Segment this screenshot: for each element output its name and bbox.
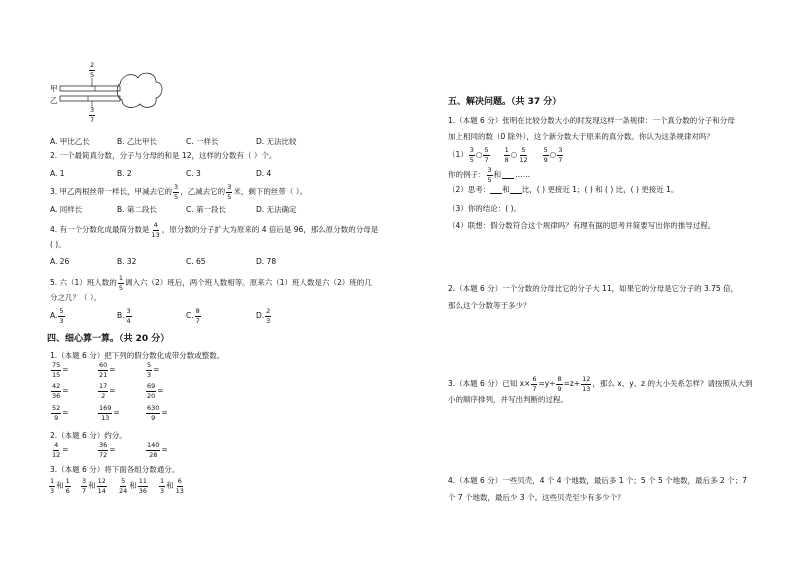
- q5-option-c[interactable]: [186, 308, 202, 324]
- q4-option-c[interactable]: C. 65: [186, 257, 206, 266]
- fraction: [98, 362, 108, 378]
- fig-option-a[interactable]: A. 甲比乙长: [50, 137, 90, 146]
- q2-option-a[interactable]: A. 1: [50, 169, 65, 178]
- equals-sign: =: [62, 365, 69, 375]
- question-4: [50, 222, 378, 238]
- s4-question-1: 1.（本题 6 分）把下列的假分数化成带分数或整数。: [50, 351, 225, 360]
- frac-num: 3: [227, 183, 232, 191]
- fraction: [65, 478, 71, 494]
- frac-den: 3: [266, 316, 271, 325]
- equals-sign: =: [109, 386, 116, 396]
- frac-den: 7: [532, 384, 537, 393]
- think-rest: 比，( ) 更接近 1；( ) 和 ( ) 比，( ) 更接近 1。: [521, 185, 679, 195]
- frac-den: 5: [469, 155, 474, 164]
- q3-option-d[interactable]: D. 无法确定: [256, 205, 297, 214]
- common-denominator-item: [117, 478, 149, 494]
- label-yi: 乙: [50, 96, 58, 105]
- section-5-title: 五、解决问题。（共 37 分）: [448, 97, 562, 107]
- frac-den: 5: [174, 192, 179, 201]
- frac-num: 3: [487, 166, 492, 174]
- r-q2-line-1: 2.（本题 6 分）一个分数的分母比它的分子大 11，如果它的分母是它分子的 3.75 倍，: [448, 284, 739, 293]
- frac-den: 6: [65, 486, 70, 495]
- q2-option-d[interactable]: D. 4: [256, 169, 272, 178]
- fraction: [51, 362, 61, 378]
- and-label: 和: [129, 481, 137, 491]
- q4-text-a: 4. 有一个分数化成最简分数是: [50, 225, 150, 235]
- compare-pair: [468, 147, 491, 163]
- q3-text-b: ，乙减去它的: [180, 187, 226, 197]
- reduce-item: [50, 442, 69, 458]
- fraction: [146, 383, 156, 399]
- equals-sign: =: [109, 445, 116, 455]
- think-label: （2）思考：: [448, 185, 491, 195]
- frac-num: 4: [54, 441, 59, 449]
- q5-text-b: 调入六（2）班后，两个班人数相等。原来六（1）班人数是六（2）班的几: [124, 278, 372, 288]
- frac-den: 20: [147, 391, 156, 400]
- frac-num: 11: [138, 477, 148, 485]
- q4-text-c: ( )。: [50, 240, 66, 249]
- frac-den: 12: [519, 155, 528, 164]
- q2-option-b[interactable]: B. 2: [117, 169, 132, 178]
- frac-den: 3: [59, 316, 64, 325]
- fraction: [175, 478, 185, 494]
- convert-item: [50, 383, 69, 399]
- frac-num: 140: [147, 441, 160, 449]
- frac-num: 8: [195, 307, 200, 315]
- q4-option-b[interactable]: B. 32: [117, 257, 137, 266]
- fraction: [98, 405, 112, 421]
- frac-num: 1: [160, 477, 165, 485]
- fig-option-b[interactable]: B. 乙比甲长: [117, 137, 157, 146]
- compare-pair: [503, 147, 530, 163]
- r-q2-line-2: 那么这个分数等于多少？: [448, 301, 531, 310]
- convert-item: [50, 405, 69, 421]
- option-letter: C.: [186, 311, 194, 321]
- frac-den: 7: [484, 155, 489, 164]
- frac-num: 630: [147, 404, 160, 412]
- frac-den: 7: [558, 155, 563, 164]
- frac-den: 5: [118, 283, 123, 292]
- frac-den: 28: [149, 450, 158, 459]
- label-jia: 甲: [50, 84, 58, 93]
- frac-den: 21: [99, 370, 108, 379]
- q4-fraction: [151, 222, 161, 238]
- compare-circle[interactable]: ○: [510, 150, 518, 160]
- frac-num: 5: [543, 146, 548, 154]
- compare-circle[interactable]: ○: [549, 150, 557, 160]
- frac-den: 3: [50, 486, 55, 495]
- r-q1-line-2: 加上相同的数（0 除外），这个新分数大于原来的真分数。你认为这条规律对吗？: [448, 132, 714, 141]
- frac-den: 13: [582, 384, 591, 393]
- fraction: [51, 405, 61, 421]
- frac-num: 52: [52, 404, 61, 412]
- frac-num: 12: [582, 375, 591, 383]
- fraction: [469, 147, 475, 163]
- option-letter: A.: [50, 311, 58, 321]
- equals-sign: =: [113, 408, 120, 418]
- ribbon-drawing: [50, 62, 165, 124]
- q5-fraction: [118, 275, 124, 291]
- frac-num: 6: [177, 477, 182, 485]
- frac-num: 3: [558, 146, 563, 154]
- common-denominator-item: [80, 478, 108, 494]
- frac-num: 1: [65, 477, 70, 485]
- example-ellipsis: ……: [515, 170, 531, 180]
- option-fraction: [195, 308, 201, 324]
- fraction: [146, 362, 152, 378]
- fraction: [146, 442, 160, 458]
- fraction: [146, 405, 160, 421]
- r-q3-line-1: [448, 376, 753, 392]
- q3-text-a: 3. 甲乙两根丝带一样长，甲减去它的: [50, 187, 173, 197]
- convert-item: [145, 405, 168, 421]
- frac-num: 169: [99, 404, 112, 412]
- q3-option-a[interactable]: A. 同样长: [50, 205, 83, 214]
- fraction: [97, 478, 107, 494]
- equals-sign: =: [62, 408, 69, 418]
- fraction: [49, 478, 55, 494]
- fraction: [138, 478, 148, 494]
- fig-option-c[interactable]: C. 一样长: [186, 137, 219, 146]
- r-q1-part-1: [448, 147, 576, 163]
- q3-fraction-2: [556, 376, 562, 392]
- equals-sign: =: [153, 365, 160, 375]
- frac-den: 5: [487, 175, 492, 184]
- frac-den: 3: [160, 486, 165, 495]
- frac-den: 7: [195, 316, 200, 325]
- convert-item: [50, 362, 69, 378]
- and-label: 和: [56, 481, 64, 491]
- fraction: [98, 442, 108, 458]
- q3-fraction-1: [173, 184, 179, 200]
- q5-option-d[interactable]: [256, 308, 272, 324]
- frac-den: 3: [147, 370, 152, 379]
- convert-item: [97, 383, 116, 399]
- frac-den: 9: [151, 413, 156, 422]
- example-fraction: [487, 167, 493, 183]
- frac-num: 5: [121, 477, 126, 485]
- q5-option-b[interactable]: [117, 308, 133, 324]
- frac-den: 72: [99, 450, 108, 459]
- q3-option-c[interactable]: C. 第一段长: [186, 205, 227, 214]
- frac-den: 12: [52, 450, 61, 459]
- frac-den: 2: [101, 391, 106, 400]
- r-q4-line-1: 4.（本题 6 分）一些贝壳，4 个 4 个地数，最后多 1 个；5 个 5 个地数，最后多 2 个；7: [448, 476, 747, 485]
- ribbon-figure: [50, 62, 165, 124]
- q5-text-a: 5. 六（1）班人数的: [50, 278, 117, 288]
- figure-bottom-fraction: [89, 107, 95, 123]
- frac-num: 3: [90, 106, 95, 114]
- q3-fraction-1: [531, 376, 537, 392]
- think-and: 和: [502, 185, 510, 195]
- compare-circle[interactable]: ○: [475, 150, 483, 160]
- r-q1-part-2: [448, 186, 678, 194]
- fraction: [51, 442, 61, 458]
- convert-item: [97, 405, 120, 421]
- q3-option-b[interactable]: B. 第二段长: [117, 205, 157, 214]
- frac-num: 3: [82, 477, 87, 485]
- frac-den: 13: [175, 486, 184, 495]
- q3-text-b: =y÷: [538, 379, 556, 389]
- common-denominator-item: [158, 478, 186, 494]
- convert-item: [97, 362, 116, 378]
- part-label: （1）: [448, 150, 468, 160]
- frac-num: 5: [147, 361, 152, 369]
- frac-den: 24: [119, 486, 128, 495]
- example-label: 你的例子：: [448, 170, 486, 180]
- option-letter: D.: [256, 311, 265, 321]
- r-q1-part-3: （3）你的结论：( )。: [448, 204, 522, 213]
- reduce-item: [97, 442, 116, 458]
- and-label: 和: [166, 481, 174, 491]
- frac-num: 6: [532, 375, 537, 383]
- frac-num: 12: [97, 477, 106, 485]
- frac-den: 8: [504, 155, 509, 164]
- frac-num: 3: [174, 183, 179, 191]
- example-blank: [502, 171, 514, 179]
- r-q1-part-4: （4）联想：假分数符合这个规律吗？有理有据的思考并简要写出你的推导过程。: [448, 221, 716, 230]
- frac-den: 15: [52, 370, 61, 379]
- frac-num: 75: [52, 361, 61, 369]
- frac-den: 14: [97, 486, 106, 495]
- comparison-list: [468, 147, 577, 163]
- q3-fraction-3: [581, 376, 591, 392]
- option-fraction: [265, 308, 271, 324]
- frac-num: 17: [99, 382, 108, 390]
- fraction: [118, 478, 128, 494]
- frac-den: 7: [90, 115, 95, 124]
- frac-den: 9: [557, 384, 562, 393]
- frac-num: 36: [99, 441, 108, 449]
- q3-text-c: =z+: [563, 379, 581, 389]
- frac-num: 1: [50, 477, 55, 485]
- frac-num: 1: [118, 274, 123, 282]
- q5-option-a[interactable]: [50, 308, 66, 324]
- q4-text-b: ，原分数的分子扩大为原来的 4 倍后是 96，那么原分数的分母是: [161, 225, 379, 235]
- frac-num: 8: [557, 375, 562, 383]
- blank[interactable]: [510, 186, 522, 194]
- frac-den: 4: [126, 316, 131, 325]
- fraction: [543, 147, 549, 163]
- fraction: [557, 147, 563, 163]
- frac-num: 5: [521, 146, 526, 154]
- frac-den: 9: [543, 155, 548, 164]
- q3-fraction-2: [226, 184, 232, 200]
- equals-sign: =: [109, 365, 116, 375]
- fraction: [98, 383, 108, 399]
- example-and: 和: [493, 170, 502, 180]
- frac-num: 5: [59, 307, 64, 315]
- frac-num: 60: [99, 361, 108, 369]
- r-q3-line-2: 小的顺序排列，并写出判断的过程。: [448, 395, 568, 404]
- question-5: [50, 275, 372, 291]
- frac-den: 36: [52, 391, 61, 400]
- equals-sign: =: [62, 386, 69, 396]
- frac-num: 3: [469, 146, 474, 154]
- fraction: [504, 147, 510, 163]
- q3-text-a: 3.（本题 6 分）已知 x×: [448, 379, 531, 389]
- compare-pair: [542, 147, 565, 163]
- reduce-item: [145, 442, 168, 458]
- frac-num: 3: [126, 307, 131, 315]
- s4-question-3: 3.（本题 6 分）将下面各组分数通分。: [50, 465, 180, 474]
- frac-num: 1: [504, 146, 509, 154]
- q3-text-c: 米，剩下的丝带（ ）。: [233, 187, 307, 197]
- r-q1-line-1: 1.（本题 6 分）张明在比较分数大小的时发现这样一条规律：一个真分数的分子和分母: [448, 116, 735, 125]
- s4-question-2: 2.（本题 6 分）约分。: [50, 431, 127, 440]
- question-3: [50, 184, 307, 200]
- equals-sign: =: [157, 386, 164, 396]
- q4-option-d[interactable]: D. 78: [256, 257, 277, 266]
- frac-den: 7: [82, 486, 87, 495]
- frac-den: 5: [90, 70, 95, 79]
- option-letter: B.: [117, 311, 125, 321]
- frac-den: 36: [138, 486, 148, 495]
- fraction: [81, 478, 87, 494]
- r-q1-example: [448, 167, 530, 183]
- equals-sign: =: [62, 445, 69, 455]
- frac-den: 9: [54, 413, 59, 422]
- q3-text-d: ，那么 x、y、z 的大小关系怎样？请按照从大到: [592, 379, 753, 389]
- option-fraction: [126, 308, 132, 324]
- q4-option-a[interactable]: A. 26: [50, 257, 70, 266]
- fraction: [159, 478, 165, 494]
- convert-item: [145, 383, 164, 399]
- common-denominator-item: [48, 478, 72, 494]
- frac-num: 2: [266, 307, 271, 315]
- fraction: [483, 147, 489, 163]
- equals-sign: =: [161, 408, 168, 418]
- convert-item: [145, 362, 159, 378]
- question-2: 2. 一个最简真分数，分子与分母的和是 12，这样的分数有（ ）个。: [50, 151, 277, 160]
- frac-num: 42: [52, 382, 61, 390]
- and-label: 和: [88, 481, 96, 491]
- q5-text-c: 分之几？（ ）。: [50, 293, 102, 302]
- fraction: [518, 147, 528, 163]
- fig-option-d[interactable]: D. 无法比较: [256, 137, 297, 146]
- fraction: [51, 383, 61, 399]
- option-fraction: [58, 308, 64, 324]
- frac-den: 13: [101, 413, 110, 422]
- section-4-title: 四、细心算一算。（共 20 分）: [47, 334, 170, 344]
- frac-num: 5: [484, 146, 489, 154]
- frac-num: 4: [153, 221, 158, 229]
- frac-num: 69: [147, 382, 156, 390]
- q2-option-c[interactable]: C. 3: [186, 169, 201, 178]
- frac-num: 2: [90, 61, 95, 69]
- frac-den: 5: [227, 192, 232, 201]
- blank[interactable]: [490, 186, 502, 194]
- frac-den: 13: [151, 230, 160, 239]
- r-q4-line-2: 个 7 个地数，最后少 3 个。这些贝壳至少有多少个？: [448, 493, 625, 502]
- equals-sign: =: [161, 445, 168, 455]
